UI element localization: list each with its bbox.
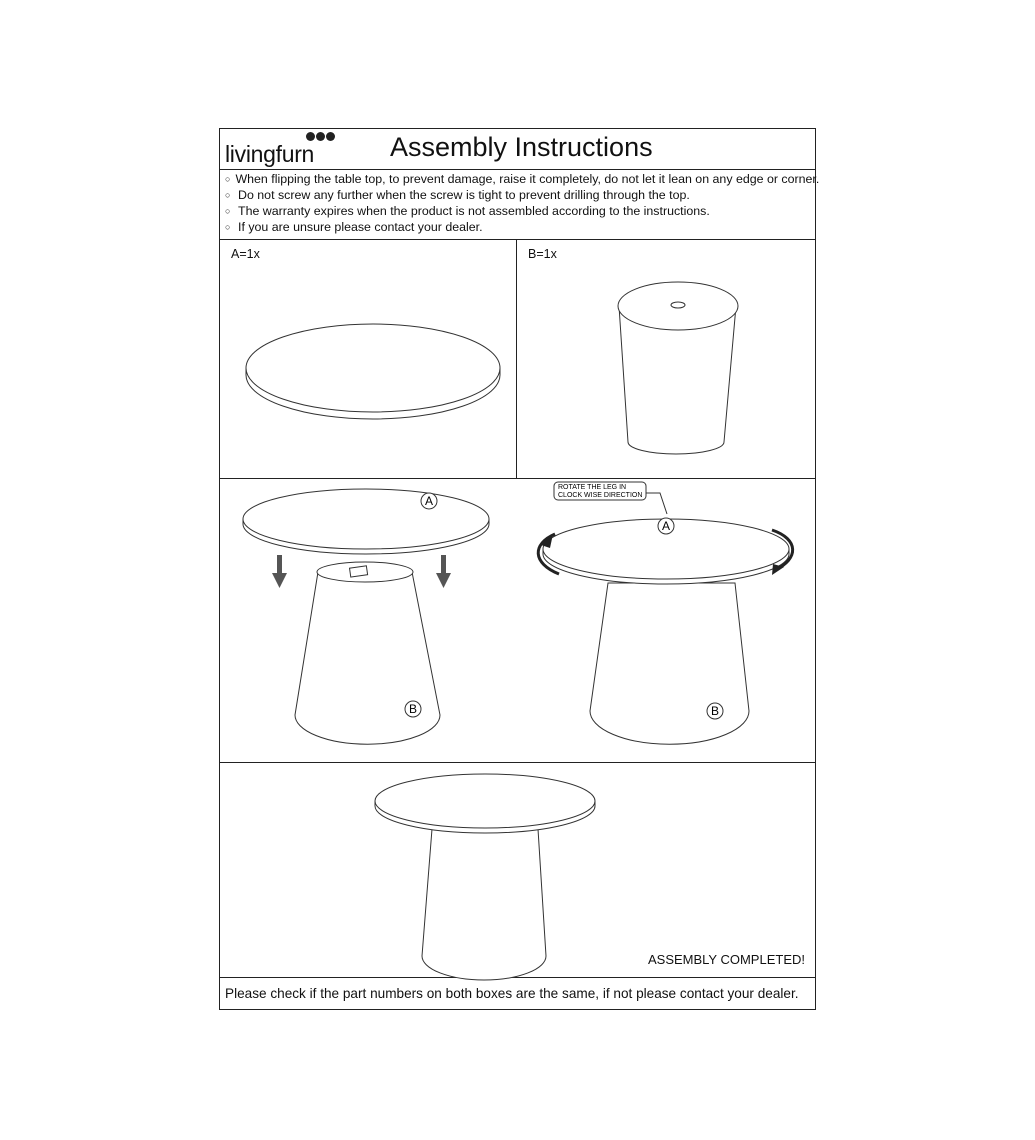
part-a-label: A=1x	[231, 247, 260, 261]
down-arrow-icon	[272, 555, 287, 588]
note-text: The warranty expires when the product is not assembled according to the instructions.	[238, 204, 710, 218]
logo-dots-icon	[306, 132, 335, 141]
note-item	[225, 171, 820, 187]
brand-logo: livingfurn	[225, 141, 315, 167]
callout-line-1: ROTATE THE LEG IN	[558, 484, 627, 491]
part-b-marker: B	[710, 704, 720, 718]
step-place-top	[220, 479, 517, 762]
sheet-header	[220, 129, 815, 170]
part-a-marker: A	[424, 494, 434, 508]
assembly-steps	[220, 479, 815, 763]
table-base-drawing	[517, 240, 815, 479]
circle-bullet-icon: ○	[225, 190, 231, 200]
part-b-marker: B	[408, 702, 418, 716]
note-text: Do not screw any further when the screw is tight to prevent drilling through the top.	[238, 188, 690, 202]
part-b-cell	[517, 240, 815, 478]
down-arrow-icon	[436, 555, 451, 588]
circle-bullet-icon: ○	[225, 174, 231, 184]
instruction-sheet	[219, 128, 820, 1010]
note-item	[225, 219, 815, 235]
footer-note: Please check if the part numbers on both boxes are the same, if not please contact your dealer.	[225, 986, 799, 1001]
table-top-drawing	[220, 240, 516, 479]
note-item	[225, 203, 815, 219]
final-result	[220, 763, 815, 978]
step-rotate-top	[517, 479, 815, 762]
part-a-cell	[220, 240, 517, 478]
circle-bullet-icon: ○	[225, 222, 231, 232]
part-a-marker: A	[661, 519, 671, 533]
assembled-table-drawing	[220, 763, 815, 978]
rotate-top-drawing	[517, 479, 815, 763]
sheet-footer	[220, 978, 815, 1009]
circle-bullet-icon: ○	[225, 206, 231, 216]
page-title: Assembly Instructions	[390, 132, 653, 162]
warning-notes	[220, 170, 820, 240]
part-b-label: B=1x	[528, 247, 557, 261]
place-top-drawing	[220, 479, 517, 763]
completion-message: ASSEMBLY COMPLETED!	[647, 952, 805, 967]
note-item	[225, 187, 815, 203]
note-text: When flipping the table top, to prevent damage, raise it completely, do not let it lean on any edge or corner.	[235, 172, 820, 186]
parts-list	[220, 240, 815, 479]
callout-line-2: CLOCK WISE DIRECTION	[558, 492, 643, 499]
note-text: If you are unsure please contact your dealer.	[238, 220, 483, 234]
